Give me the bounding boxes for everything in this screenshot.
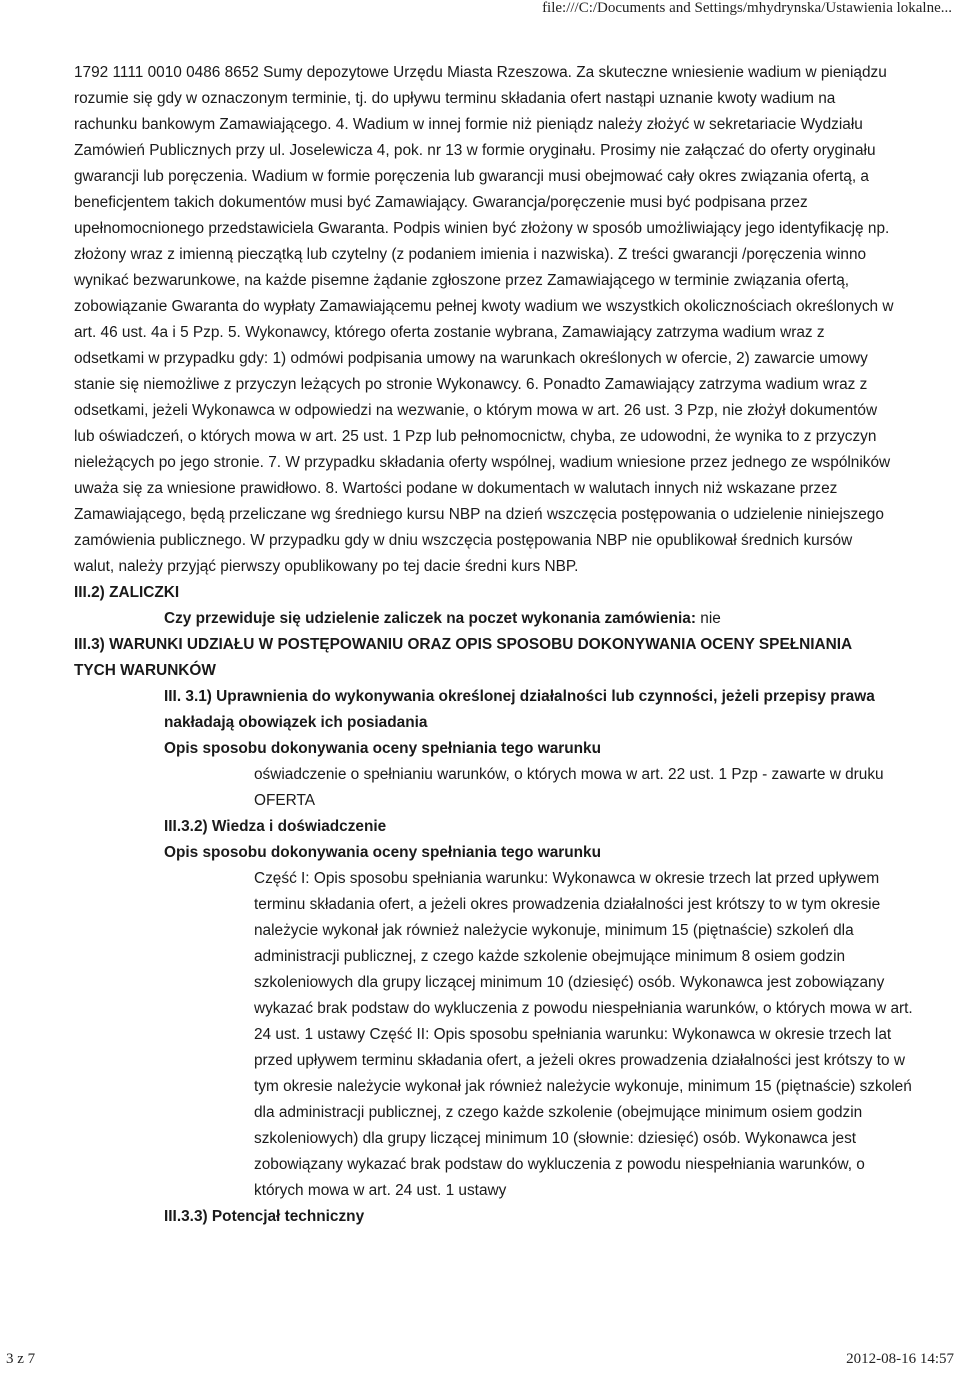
document-content [74,60,913,1230]
browser-print-header-path: file:///C:/Documents and Settings/mhydrynska/Ustawienia lokalne... [542,0,952,16]
section-advances-heading: III.2) ZALICZKI [74,584,180,601]
advances-question-line [164,606,894,632]
sub2-label: Opis sposobu dokonywania oceny spełniania tego warunku [164,844,602,861]
sub1-label: Opis sposobu dokonywania oceny spełniania tego warunku [164,740,602,757]
sub2-heading: III.3.2) Wiedza i doświadczenie [164,818,387,835]
sub2-body: Część I: Opis sposobu spełniania warunku: Wykonawca w okresie trzech lat przed upływem terminu składania ofert, a jeżeli okres prowadzenia działalności jest krótszy to w tym okresie należycie wykonał jak również należycie wykonuje, minimum 15 (piętnaście) szkoleń dla administracji publicznej, z czego każde szkolenie obejmujące minimum 8 osiem godzin szkoleniowych dla grupy liczącej minimum 10 (dziesięć) osób. Wykonawca jest zobowiązany wykazać brak podstaw do wykluczenia z powodu niespełniania warunków, o których mowa w art. 24 ust. 1 ustawy Część II: Opis sposobu spełniania warunku: Wykonawca w okresie trzech lat przed upływem terminu składania ofert, a jeżeli okres prowadzenia działalności jest krótszy to w tym okresie należycie wykonał jak również należycie wykonuje, minimum 15 (piętnaście) szkoleń dla administracji publicznej, z czego każde szkolenie (obejmujące minimum osiem godzin szkoleniowych) dla grupy liczącej minimum 10 (słownie: dziesięć) osób. Wykonawca jest zobowiązany wykazać brak podstaw do wykluczenia z powodu niespełniania warunków, o których mowa w art. 24 ust. 1 ustawy [254,870,913,1199]
sub1-body: oświadczenie o spełnianiu warunków, o których mowa w art. 22 ust. 1 Pzp - zawarte w druku OFERTA [254,766,884,809]
body-paragraph: 1792 1111 0010 0486 8652 Sumy depozytowe Urzędu Miasta Rzeszowa. Za skuteczne wniesienie wadium w pieniądzu rozumie się gdy w oznaczonym terminie, tj. do upływu terminu składania ofert nastąpi uznanie kwoty wadium na rachunku bankowym Zamawiającego. 4. Wadium w innej formie niż pieniądz należy złożyć w sekretariacie Wydziału Zamówień Publicznych przy ul. Joselewicza 4, pok. nr 13 w formie oryginału. Prosimy nie załączać do oferty oryginału gwarancji lub poręczenia. Wadium w formie poręczenia lub gwarancji musi obejmować cały okres związania ofertą, a beneficjentem takich dokumentów musi być Zamawiający. Gwarancja/poręczenie musi być podpisana przez upełnomocnionego przedstawiciela Gwaranta. Podpis winien być złożony w sposób umożliwiający jego identyfikację np. złożony wraz z imienną pieczątką lub czytelny (z podaniem imienia i nazwiska). Z treści gwarancji /poręczenia winno wynikać bezwarunkowe, na każde pisemne żądanie zgłoszone przez Zamawiającego w terminie związania ofertą, zobowiązanie Gwaranta do wypłaty Zamawiającemu pełnej kwoty wadium we wszystkich okolicznościach określonych w art. 46 ust. 4a i 5 Pzp. 5. Wykonawcy, którego oferta zostanie wybrana, Zamawiający zatrzyma wadium wraz z odsetkami w przypadku gdy: 1) odmówi podpisania umowy na warunkach określonych w ofercie, 2) zawarcie umowy stanie się niemożliwe z przyczyn leżących po stronie Wykonawcy. 6. Ponadto Zamawiający zatrzyma wadium wraz z odsetkami, jeżeli Wykonawca w odpowiedzi na wezwanie, o którym mowa w art. 26 ust. 3 Pzp, nie złożył dokumentów lub oświadczeń, o których mowa w art. 25 ust. 1 Pzp lub pełnomocnictw, chyba, ze udowodni, że wynika to z przyczyn nieleżących po jego stronie. 7. W przypadku składania oferty wspólnej, wadium wniesione przez jednego ze wspólników uważa się za wniesione prawidłowo. 8. Wartości podane w dokumentach w walutach innych niż wskazane przez Zamawiającego, będą przeliczane wg średniego kursu NBP na dzień wszczęcia postępowania o udzielenie niniejszego zamówienia publicznego. W przypadku gdy w dniu wszczęcia postępowania NBP nie opublikował średnich kursów walut, należy przyjąć pierwszy opublikowany po tej dacie średni kurs NBP. [74,64,894,575]
sub1-heading: III. 3.1) Uprawnienia do wykonywania określonej działalności lub czynności, jeżeli przepisy prawa nakładają obowiązek ich posiadania [164,688,875,731]
page-number: 3 z 7 [6,1351,36,1367]
advances-answer: nie [700,610,721,627]
section-conditions-heading: III.3) WARUNKI UDZIAŁU W POSTĘPOWANIU ORAZ OPIS SPOSOBU DOKONYWANIA OCENY SPEŁNIANIA TYCH WARUNKÓW [74,636,852,679]
sub3-heading: III.3.3) Potencjał techniczny [164,1208,365,1225]
print-datetime: 2012-08-16 14:57 [846,1351,954,1367]
advances-question: Czy przewiduje się udzielenie zaliczek na poczet wykonania zamówienia: [164,610,696,627]
